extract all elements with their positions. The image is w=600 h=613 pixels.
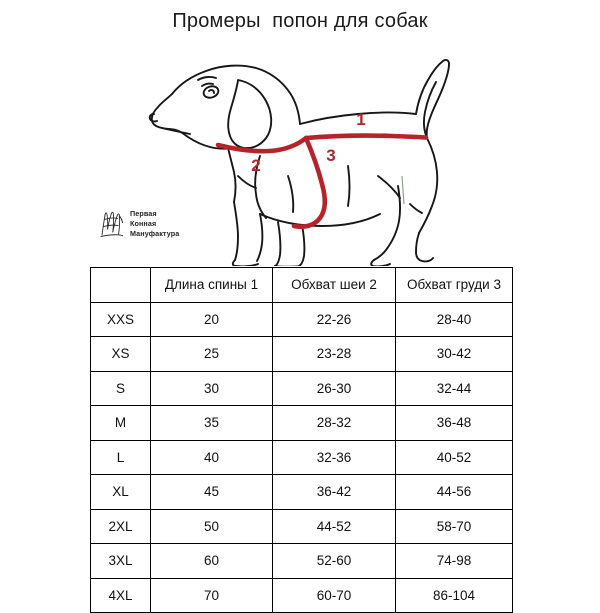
brand-logo [99, 209, 179, 240]
measure-label-2: 2 [251, 156, 261, 175]
dog-front-leg-b-back-path [275, 222, 280, 266]
dog-front-leg-a-back-path [234, 202, 238, 260]
table-row [91, 440, 513, 475]
dog-mouth-path [162, 128, 190, 134]
measure-line-back-length [306, 136, 426, 138]
dog-neck-front-path [228, 148, 236, 202]
dog-eye-path [202, 84, 220, 99]
scan-artifact [402, 176, 404, 204]
cell-neck-girth: 22-26 [273, 302, 396, 337]
cell-neck-girth: 60-70 [273, 578, 396, 613]
cell-chest-girth: 44-56 [396, 475, 513, 510]
dog-chest-crease-path [238, 176, 256, 188]
cell-chest-girth: 28-40 [396, 302, 513, 337]
cell-back-length: 25 [151, 337, 273, 372]
dog-tail-inner-path [424, 82, 436, 138]
dog-hind-hock-path [410, 204, 422, 213]
dog-ear-path [228, 80, 271, 148]
cell-chest-girth: 86-104 [396, 578, 513, 613]
cell-chest-girth: 32-44 [396, 371, 513, 406]
cell-size: S [91, 371, 151, 406]
table-header-chest: Обхват груди 3 [396, 268, 513, 303]
dog-outline-group [150, 60, 449, 266]
cell-back-length: 40 [151, 440, 273, 475]
dog-ribs-path [288, 176, 293, 212]
cell-back-length: 50 [151, 509, 273, 544]
page-title: Промеры попон для собак [172, 10, 428, 32]
cell-chest-girth: 30-42 [396, 337, 513, 372]
cell-back-length: 45 [151, 475, 273, 510]
table-header-size [91, 268, 151, 303]
measure-line-chest-girth [294, 138, 325, 227]
dog-skull-path [172, 66, 300, 124]
cell-neck-girth: 36-42 [273, 475, 396, 510]
table-header-neck: Обхват шеи 2 [273, 268, 396, 303]
cell-size: L [91, 440, 151, 475]
cell-back-length: 70 [151, 578, 273, 613]
dog-hind-leg-front-path [374, 186, 400, 260]
dog-brow-path [198, 77, 216, 80]
cell-size: XS [91, 337, 151, 372]
brand-logo-line-1: Первая [130, 209, 157, 218]
size-chart-table [90, 267, 513, 613]
cell-neck-girth: 44-52 [273, 509, 396, 544]
dog-front-leg-b-front-path [299, 225, 304, 266]
table-header-back: Длина спины 1 [151, 268, 273, 303]
table-row [91, 475, 513, 510]
cell-neck-girth: 23-28 [273, 337, 396, 372]
cell-chest-girth: 58-70 [396, 509, 513, 544]
table-row [91, 337, 513, 372]
cell-chest-girth: 40-52 [396, 440, 513, 475]
table-row [91, 302, 513, 337]
cell-size: 3XL [91, 544, 151, 579]
cell-neck-girth: 32-36 [273, 440, 396, 475]
table-row [91, 371, 513, 406]
table-row [91, 406, 513, 441]
measure-label-3: 3 [326, 146, 336, 165]
table-header-row [91, 268, 513, 303]
monogram-icon [99, 209, 125, 239]
measurement-lines-group [218, 136, 426, 227]
dog-head-path [152, 94, 234, 149]
dog-tail-path [416, 60, 449, 138]
dog-front-leg-a-front-path [257, 214, 262, 261]
dog-rump-path [419, 138, 437, 233]
dog-hind-thigh-path [378, 176, 400, 198]
brand-logo-line-3: Мануфактура [130, 229, 180, 239]
brand-logo-line-2: Конная [130, 219, 157, 229]
table-row [91, 509, 513, 544]
cell-chest-girth: 36-48 [396, 406, 513, 441]
cell-chest-girth: 74-98 [396, 544, 513, 579]
cell-back-length: 20 [151, 302, 273, 337]
table-row [91, 578, 513, 613]
cell-back-length: 35 [151, 406, 273, 441]
cell-back-length: 30 [151, 371, 273, 406]
cell-size: 2XL [91, 509, 151, 544]
cell-neck-girth: 28-32 [273, 406, 396, 441]
dog-front-paw-a-path [233, 260, 258, 266]
cell-size: XXS [91, 302, 151, 337]
brand-logo-text [130, 209, 179, 240]
cell-size: 4XL [91, 578, 151, 613]
cell-neck-girth: 52-60 [273, 544, 396, 579]
table-row [91, 544, 513, 579]
dog-eye-pupil-path [209, 90, 214, 93]
cell-size: XL [91, 475, 151, 510]
table-body [91, 302, 513, 613]
cell-size: M [91, 406, 151, 441]
dog-hind-paw-path [371, 260, 390, 266]
measure-label-1: 1 [356, 110, 366, 129]
cell-neck-girth: 26-30 [273, 371, 396, 406]
cell-back-length: 60 [151, 544, 273, 579]
dog-flank-path [348, 166, 350, 206]
dog-hind-leg-back-path [416, 233, 433, 261]
